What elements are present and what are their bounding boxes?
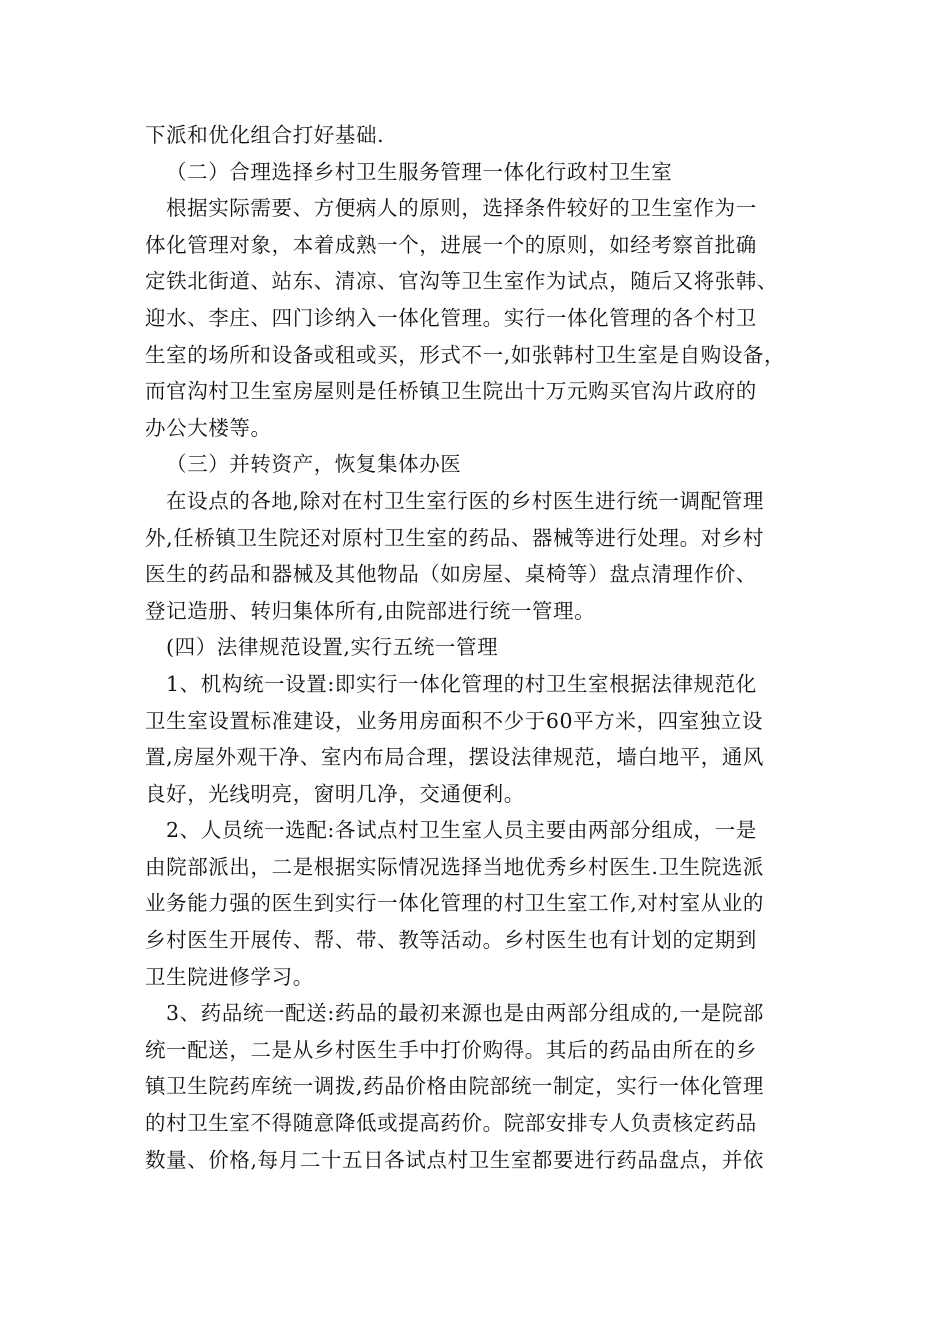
text-line: 的村卫生室不得随意降低或提高药价。院部安排专人负责核定药品: [145, 1111, 757, 1136]
text-line: 下派和优化组合打好基础.: [145, 123, 385, 147]
text-line: 镇卫生院药库统一调拨,药品价格由院部统一制定，实行一体化管理: [145, 1074, 765, 1099]
text-line: 体化管理对象，本着成熟一个，进展一个的原则，如经考察首批确: [145, 232, 757, 257]
text-line: 生室的场所和设备或租或买，形式不一,如张韩村卫生室是自购设备，: [145, 342, 786, 367]
text-line: 统一配送，二是从乡村医生手中打价购得。其后的药品由所在的乡: [145, 1037, 757, 1062]
text-line: 办公大楼等。: [145, 415, 272, 440]
text-line: 而官沟村卫生室房屋则是任桥镇卫生院出十万元购买官沟片政府的: [145, 379, 757, 404]
paragraph-line: 3、药品统一配送:药品的最初来源也是由两部分组成的,一是院部: [166, 1001, 764, 1026]
text-line: 业务能力强的医生到实行一体化管理的村卫生室工作,对村室从业的: [145, 891, 765, 916]
paragraph-line: 在设点的各地,除对在村卫生室行医的乡村医生进行统一调配管理: [166, 488, 764, 513]
section-heading-2: （二）合理选择乡村卫生服务管理一体化行政村卫生室: [166, 159, 673, 184]
text-line: 定铁北街道、站东、清凉、官沟等卫生室作为试点，随后又将张韩、: [145, 269, 778, 294]
text-line: 置,房屋外观干净、室内布局合理，摆设法律规范，墙白地平，通风: [145, 745, 765, 770]
text-line: 良好，光线明亮，窗明几净，交通便利。: [145, 781, 525, 806]
paragraph-line: 1、机构统一设置:即实行一体化管理的村卫生室根据法律规范化: [166, 671, 757, 696]
text-line: 数量、价格,每月二十五日各试点村卫生室都要进行药品盘点，并依: [145, 1147, 765, 1172]
paragraph-line: 根据实际需要、方便病人的原则，选择条件较好的卫生室作为一: [166, 196, 757, 221]
text-line: 由院部派出，二是根据实际情况选择当地优秀乡村医生.卫生院选派: [145, 854, 765, 879]
text-line: 乡村医生开展传、帮、带、教等活动。乡村医生也有计划的定期到: [145, 928, 757, 953]
section-heading-3: （三）并转资产，恢复集体办医: [166, 452, 462, 477]
text-line: 卫生室设置标准建设，业务用房面积不少于60平方米，四室独立设: [145, 708, 764, 733]
text-line: 登记造册、转归集体所有,由院部进行统一管理。: [145, 598, 596, 623]
text-line: 迎水、李庄、四门诊纳入一体化管理。实行一体化管理的各个村卫: [145, 305, 757, 330]
document-body: [145, 117, 835, 1178]
text-line: 医生的药品和器械及其他物品（如房屋、桌椅等）盘点清理作价、: [145, 562, 757, 587]
text-line: 卫生院进修学习。: [145, 964, 314, 989]
text-line: 外,任桥镇卫生院还对原村卫生室的药品、器械等进行处理。对乡村: [145, 525, 765, 550]
section-heading-4: (四）法律规范设置,实行五统一管理: [166, 635, 499, 660]
paragraph-line: 2、人员统一选配:各试点村卫生室人员主要由两部分组成，一是: [166, 818, 757, 843]
